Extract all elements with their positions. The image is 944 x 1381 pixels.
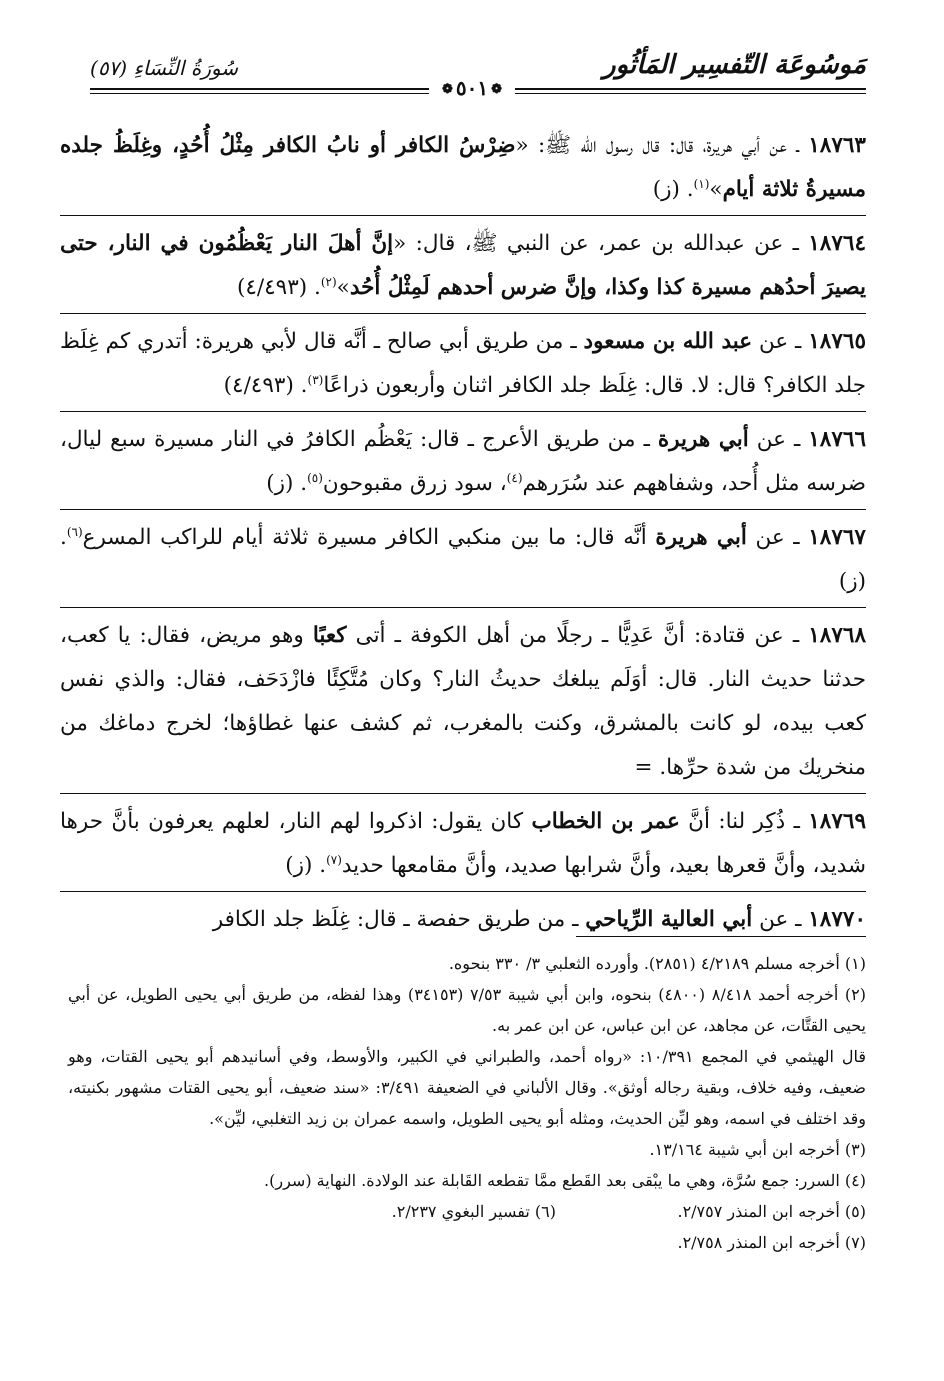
hadith-text: ضِرْسُ الكافر أو نابُ الكافر مِثْلُ أُحُدٍ، وغِلَظُ جلده مسيرةُ ثلاثة أيام: [60, 133, 866, 202]
entry-text: . (ز): [60, 525, 866, 594]
footnote-marker: (٣): [307, 372, 324, 387]
entry-text: ـ عن قتادة: أنَّ عَدِيًّا ـ رجلًا من أهل الكوفة ـ أتى: [346, 623, 809, 648]
footnote-marker: (١): [693, 176, 710, 191]
entry-number: ١٨٧٧٠: [808, 907, 866, 932]
footnote-separator: [576, 936, 866, 937]
footnote: (٢) أخرجه أحمد ٨/٤١٨ (٤٨٠٠) بنحوه، وابن أبي شيبة ٧/٥٣ (٣٤١٥٣) وهذا لفظه، من طريق أبي يحيى الطويل، عن أبي يحيى القتَّات، عن مجاهد، عن ابن عباس، عن ابن عمر به.: [68, 985, 867, 1035]
entry-text: ـ عن: [752, 907, 809, 932]
footnote: (٥) أخرجه ابن المنذر ٢/٧٥٧.: [677, 1202, 866, 1221]
entry: [60, 510, 866, 608]
footnote-marker: (٤): [506, 470, 523, 485]
narrator-name: أبي هريرة: [655, 525, 747, 550]
page-header: [78, 46, 866, 110]
entry-text: . (٤/٤٩٣): [236, 275, 321, 300]
footnote: (٧) أخرجه ابن المنذر ٢/٧٥٨.: [677, 1233, 866, 1252]
footnote-marker: (٦): [66, 524, 83, 539]
entry-text: »: [709, 177, 723, 202]
entry: [60, 118, 866, 216]
entry-number: ١٨٧٦٧: [808, 525, 866, 550]
entries-body: [60, 118, 866, 945]
narrator-name: عبد الله بن مسعود: [583, 329, 753, 354]
entry: [60, 794, 866, 892]
entry: [60, 314, 866, 412]
entry-text: . (٤/٤٩٣): [223, 373, 308, 398]
footnote-marker: (٢): [320, 274, 337, 289]
hadith-text: إنَّ أهلَ النار يَعْظُمُون في النار، حتى يصيرَ أحدُهم مسيرة كذا وكذا، وإنَّ ضرس أحدهم لَمِثْلُ أُحُد: [60, 231, 866, 300]
entry: [60, 892, 866, 945]
entry-text: ـ من طريق الأعرج ـ قال: يَعْظُم الكافرُ في النار مسيرة سبع ليال، ضرسه مثل أُحد، وشفاههم عند سُرَرهم: [60, 427, 866, 496]
entry-number: ١٨٧٦٦: [808, 427, 866, 452]
entry-text: »: [336, 275, 350, 300]
narrator-name: أبي العالية الرِّياحي: [585, 907, 753, 932]
entry-text: . (ز): [285, 853, 327, 878]
footnote: (٦) تفسير البغوي ٢/٢٣٧.: [391, 1202, 556, 1221]
footnote: (١) أخرجه مسلم ٤/٢١٨٩ (٢٨٥١). وأورده الثعلبي ٣/ ٣٣٠ بنحوه.: [448, 954, 866, 973]
surah-name: سُورَةُ النِّسَاءِ (٥٧): [90, 56, 239, 80]
footnote-marker: (٧): [326, 852, 342, 867]
entry-text: ـ عن: [752, 329, 809, 354]
page-number: ٥٠١: [455, 76, 489, 100]
entry-number: ١٨٧٦٥: [808, 329, 866, 354]
entry-text: ـ عن عبدالله بن عمر، عن النبي ﷺ، قال: «: [393, 231, 809, 256]
narrator-name: أبي هريرة: [657, 427, 749, 452]
book-title: مَوسُوعَة التّفسِير المَأثُور: [603, 50, 866, 80]
ornament-icon: ❁: [491, 81, 503, 97]
narrator-name: كعبًا: [312, 623, 347, 648]
footnote: قال الهيثمي في المجمع ١٠/٣٩١: «رواه أحمد، والطبراني في الكبير، والأوسط، وفي أسانيدهم أبو يحيى القتات، وهو ضعيف، وفيه خلاف، وبقية رجاله أوثق». وقال الألباني في الضعيفة ٣/٤٩١: «سند ضعيف، أبو يحيى القتات مشهور بكنيته، وقد اختلف في اسمه، وهو ليِّن الحديث، ومثله أبو يحيى الطويل، واسمه عمران بن زيد التغلبي، ليِّن».: [68, 1047, 867, 1128]
footnote-marker: (٥): [307, 470, 323, 485]
footnote: (٣) أخرجه ابن أبي شيبة ١٣/١٦٤.: [649, 1140, 866, 1159]
entry-text: كان يقول: اذكروا لهم النار، لعلهم يعرفون بأنَّ حرها شديد، وأنَّ قعرها بعيد، وأنَّ شرابها صديد، وأنَّ مقامعها حديد: [60, 809, 866, 878]
entry-text: ـ عن: [748, 427, 809, 452]
ornament-icon: ❁: [441, 81, 453, 97]
entry-text: ـ من طريق حفصة ـ قال: غِلَظ جلد الكافر: [212, 907, 586, 932]
entry-number: ١٨٧٦٩: [808, 809, 866, 834]
entry-text: . (ز): [652, 177, 694, 202]
entry-text: وهو مريض، فقال: يا كعب، حدثنا حديث النار. قال: أوَلَم يبلغك حديثُ النار؟ وكان مُتَّكِئًا فازْدَحَف، فقال: والذي نفس كعب بيده، لو كانت بالمشرق، وكنت بالمغرب، ثم كشف عنها غطاؤها؛ لخرج دماغك من منخريك من شدة حرِّها. =: [60, 623, 866, 780]
footnotes: [68, 948, 866, 1258]
narrator-name: عمر بن الخطاب: [531, 809, 680, 834]
entry-text: ـ من طريق أبي صالح ـ أنَّه قال لأبي هريرة: أتدري كم غِلَظ جلد الكافر؟ قال: لا. قال: غِلَظ جلد الكافر اثنان وأربعون ذراعًا: [60, 329, 866, 398]
entry-number: ١٨٧٦٣: [808, 133, 866, 158]
entry-number: ١٨٧٦٨: [808, 623, 866, 648]
entry-text: ـ عن أبي هريرة، قال: قال رسول الله ﷺ: «: [515, 133, 809, 158]
entry: [60, 608, 866, 794]
footnote-row: [68, 1196, 866, 1227]
entry-text: ـ عن: [746, 525, 809, 550]
entry-text: أنَّه قال: ما بين منكبي الكافر مسيرة ثلاثة أيام للراكب المسرع: [82, 525, 656, 550]
entry-number: ١٨٧٦٤: [808, 231, 866, 256]
entry-text: ، سود زرق مقبوحون: [322, 471, 507, 496]
entry: [60, 412, 866, 510]
footnote: (٤) السرر: جمع سُرَّة، وهي ما يبْقى بعد القَطع ممَّا تقطعه القَابلة عند الولادة. النهاية (سرر).: [264, 1171, 866, 1190]
entry-text: . (ز): [266, 471, 308, 496]
entry: [60, 216, 866, 314]
entry-text: ـ ذُكِر لنا: أنَّ: [679, 809, 809, 834]
page-number-box: [429, 76, 515, 102]
